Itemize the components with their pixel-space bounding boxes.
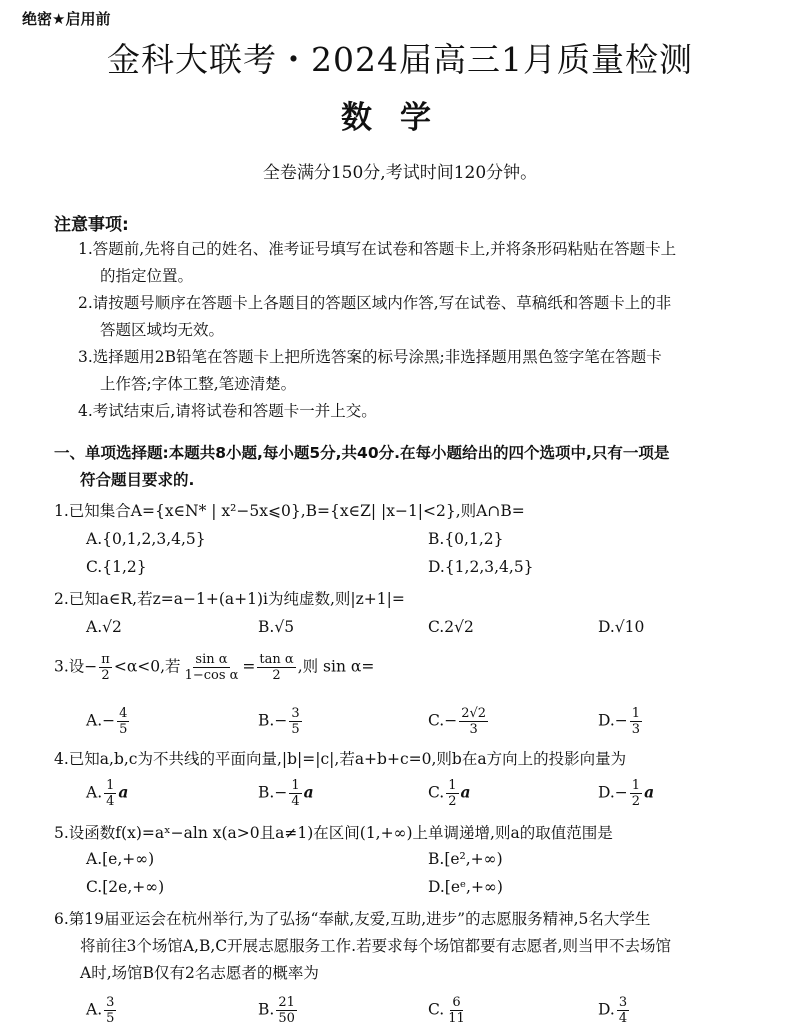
confidential-label: 绝密★启用前 <box>22 10 111 28</box>
q3-post: ,则 sin α= <box>297 657 375 676</box>
q4-option-a: A. $\frac{1}{4}$ a <box>86 778 129 809</box>
q5-stem: 5.设函数f(x)=aˣ−aln x(a>0且a≠1)在区间(1,+∞)上单调递增,则a的取值范围是 <box>54 824 613 842</box>
q1-option-d: D.{1,2,3,4,5} <box>428 558 534 576</box>
q3-eq: = <box>242 657 256 676</box>
q6-line: 6.第19届亚运会在杭州举行,为了弘扬“奉献,友爱,互助,进步”的志愿服务精神,5名大学生 <box>54 910 651 928</box>
question-2 <box>54 586 754 613</box>
q2-option-d: D.√10 <box>598 618 645 636</box>
q4-option-b: B.− $\frac{1}{4}$ a <box>258 778 314 809</box>
notice-item-cont: 答题区域均无效。 <box>100 321 225 339</box>
q6-line: 将前往3个场馆A,B,C开展志愿服务工作.若要求每个场馆都要有志愿者,则当甲不去场馆 <box>80 937 672 955</box>
q3-option-a: A.− $\frac{4}{5}$ <box>86 706 128 737</box>
q6-option-c: C. $\frac{6}{11}$ <box>428 995 465 1026</box>
q3-option-d: D.− $\frac{1}{3}$ <box>598 706 641 737</box>
q5-option-a: A.[e,+∞) <box>86 850 155 868</box>
q2-option-b: B.√5 <box>258 618 295 636</box>
exam-meta: 全卷满分150分,考试时间120分钟。 <box>262 163 538 183</box>
subject-title: 数学 <box>341 100 459 136</box>
notice-list <box>78 236 758 425</box>
question-1 <box>54 498 754 525</box>
q3-pre: 3.设− <box>54 657 98 676</box>
q5-option-c: C.[2e,+∞) <box>86 878 165 896</box>
question-6 <box>54 906 754 987</box>
question-4 <box>54 746 754 773</box>
q6-option-d: D. $\frac{3}{4}$ <box>598 995 628 1026</box>
q6-line: A时,场馆B仅有2名志愿者的概率为 <box>80 964 319 982</box>
q5-option-d: D.[eᵉ,+∞) <box>428 878 503 896</box>
question-3 <box>54 652 754 683</box>
question-5 <box>54 820 754 847</box>
q2-option-c: C.2√2 <box>428 618 474 636</box>
q4-option-d: D.− $\frac{1}{2}$ a <box>598 778 655 809</box>
q1-option-c: C.{1,2} <box>86 558 147 576</box>
q4-option-c: C. $\frac{1}{2}$ a <box>428 778 471 809</box>
q6-option-a: A. $\frac{3}{5}$ <box>86 995 115 1026</box>
q5-option-b: B.[e²,+∞) <box>428 850 503 868</box>
q4-stem: 4.已知a,b,c为不共线的平面向量,|b|=|c|,若a+b+c=0,则b在a方向上的投影向量为 <box>54 750 627 768</box>
q2-stem: 2.已知a∈R,若z=a−1+(a+1)i为纯虚数,则|z+1|= <box>54 590 405 608</box>
q3-frac-pi-2: $\frac{\pi}{2}$ <box>101 652 110 683</box>
notice-heading: 注意事项: <box>54 215 129 235</box>
notice-item: 2.请按题号顺序在答题卡上各题目的答题区域内作答,写在试卷、草稿纸和答题卡上的非 <box>78 294 672 312</box>
section-line-cont: 符合题目要求的. <box>80 471 195 489</box>
q6-option-b: B. $\frac{21}{50}$ <box>258 995 295 1026</box>
notice-item-cont: 上作答;字体工整,笔迹清楚。 <box>100 375 297 393</box>
q3-frac-sin: $\frac{\text{sin α}}{\text{1−cos α}}$ <box>184 652 239 683</box>
q2-option-a: A.√2 <box>86 618 122 636</box>
q3-option-b: B.− $\frac{3}{5}$ <box>258 706 300 737</box>
section-line: 一、单项选择题:本题共8小题,每小题5分,共40分.在每小题给出的四个选项中,只有一项是 <box>54 444 670 462</box>
q1-stem: 1.已知集合A={x∈N* | x²−5x⩽0},B={x∈Z| |x−1|<2},则A∩B= <box>54 502 525 520</box>
notice-item: 4.考试结束后,请将试卷和答题卡一并上交。 <box>78 402 377 420</box>
exam-title: 金科大联考・2024届高三1月质量检测 <box>107 40 693 79</box>
q3-option-c: C.− $\frac{2√2}{3}$ <box>428 706 487 737</box>
notice-item: 3.选择题用2B铅笔在答题卡上把所选答案的标号涂黑;非选择题用黑色签字笔在答题卡 <box>78 348 662 366</box>
notice-item-cont: 的指定位置。 <box>100 267 194 285</box>
section-heading <box>54 440 754 494</box>
q1-option-a: A.{0,1,2,3,4,5} <box>86 530 206 548</box>
q1-option-b: B.{0,1,2} <box>428 530 504 548</box>
q3-mid: <α<0,若 <box>113 657 181 676</box>
notice-item: 1.答题前,先将自己的姓名、准考证号填写在试卷和答题卡上,并将条形码粘贴在答题卡上 <box>78 240 677 258</box>
q3-frac-tan: $\frac{\text{tan α}}{2}$ <box>259 652 294 683</box>
